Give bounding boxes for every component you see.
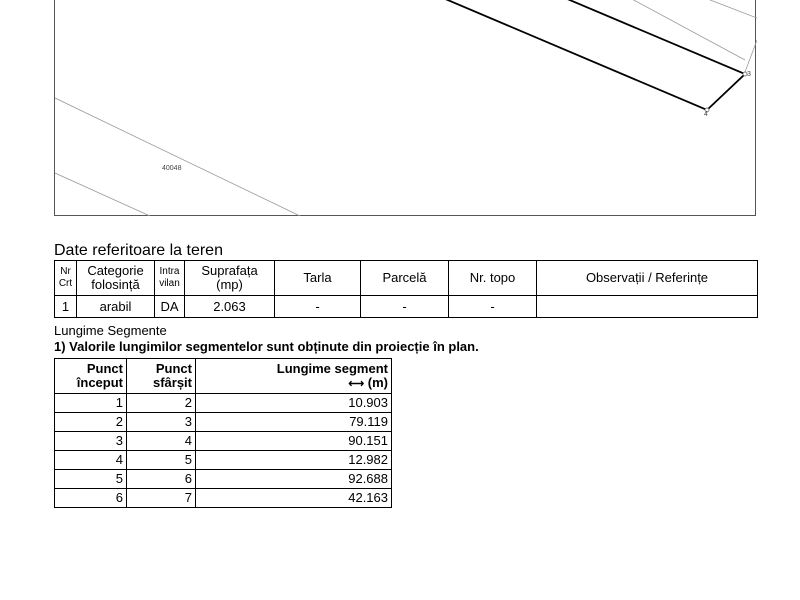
table-row bbox=[55, 432, 392, 451]
table-row bbox=[55, 489, 392, 508]
cell-end: 6 bbox=[127, 470, 196, 489]
cell-observatii bbox=[537, 296, 758, 318]
plan-drawing bbox=[54, 0, 756, 216]
header-observatii: Observații / Referințe bbox=[537, 261, 758, 296]
length-symbol-icon: ⟷ bbox=[348, 377, 365, 390]
cell-length: 90.151 bbox=[196, 432, 392, 451]
table-row bbox=[55, 394, 392, 413]
cell-start: 6 bbox=[55, 489, 127, 508]
header-categorie: Categorie folosință bbox=[77, 261, 155, 296]
cell-start: 5 bbox=[55, 470, 127, 489]
header-intravilan: Intra vilan bbox=[155, 261, 185, 296]
parcel-number-label: 40048 bbox=[162, 165, 182, 172]
cell-length: 79.119 bbox=[196, 413, 392, 432]
segmente-table bbox=[54, 358, 392, 508]
header-punct-inceput: Punct început bbox=[55, 359, 127, 394]
table-header-row bbox=[55, 359, 392, 394]
header-tarla: Tarla bbox=[275, 261, 361, 296]
table-row bbox=[55, 451, 392, 470]
plan-boundary-line bbox=[705, 0, 757, 18]
plan-svg bbox=[55, 0, 757, 216]
plan-boundary-line bbox=[745, 40, 757, 72]
cell-length: 42.163 bbox=[196, 489, 392, 508]
cell-nr: 1 bbox=[55, 296, 77, 318]
cell-start: 4 bbox=[55, 451, 127, 470]
cell-end: 3 bbox=[127, 413, 196, 432]
header-nr-crt: Nr Crt bbox=[55, 261, 77, 296]
teren-table bbox=[54, 260, 758, 318]
cell-length: 10.903 bbox=[196, 394, 392, 413]
point-label: 3 bbox=[747, 71, 751, 78]
segmente-title: Lungime Segmente bbox=[54, 323, 167, 338]
cell-start: 2 bbox=[55, 413, 127, 432]
plan-boundary-line bbox=[630, 0, 745, 60]
table-row bbox=[55, 296, 758, 318]
header-nr-topo: Nr. topo bbox=[449, 261, 537, 296]
cell-nr-topo: - bbox=[449, 296, 537, 318]
cell-length: 92.688 bbox=[196, 470, 392, 489]
cell-end: 2 bbox=[127, 394, 196, 413]
header-suprafata: Suprafața (mp) bbox=[185, 261, 275, 296]
plan-boundary-line bbox=[55, 98, 300, 216]
cell-suprafata: 2.063 bbox=[185, 296, 275, 318]
cell-end: 5 bbox=[127, 451, 196, 470]
parcel-contour bbox=[443, 0, 745, 110]
cell-end: 4 bbox=[127, 432, 196, 451]
teren-section-title: Date referitoare la teren bbox=[54, 242, 223, 259]
cell-categorie: arabil bbox=[77, 296, 155, 318]
point-label: 4 bbox=[704, 111, 708, 118]
segmente-note: 1) Valorile lungimilor segmentelor sunt obținute din proiecție în plan. bbox=[54, 339, 479, 354]
header-lungime-segment: Lungime segment ⟷ (m) bbox=[196, 359, 392, 394]
cell-end: 7 bbox=[127, 489, 196, 508]
cell-intravilan: DA bbox=[155, 296, 185, 318]
table-row bbox=[55, 413, 392, 432]
header-punct-sfarsit: Punct sfârșit bbox=[127, 359, 196, 394]
plan-boundary-line bbox=[55, 173, 150, 216]
cell-length: 12.982 bbox=[196, 451, 392, 470]
cell-start: 1 bbox=[55, 394, 127, 413]
table-row bbox=[55, 470, 392, 489]
cell-tarla: - bbox=[275, 296, 361, 318]
table-header-row bbox=[55, 261, 758, 296]
cell-parcela: - bbox=[361, 296, 449, 318]
cell-start: 3 bbox=[55, 432, 127, 451]
header-parcela: Parcelă bbox=[361, 261, 449, 296]
